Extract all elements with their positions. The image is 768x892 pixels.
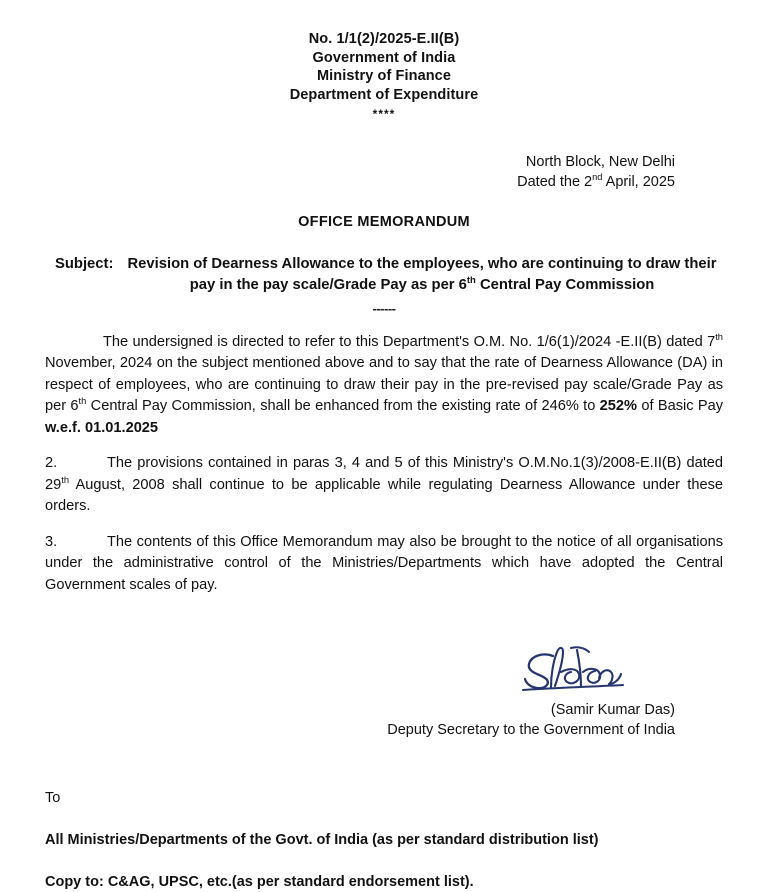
subject-line-2b: Central Pay Commission — [475, 276, 655, 293]
subject-line-1: Revision of Dearness Allowance to the employees, who are continuing to draw — [127, 255, 681, 272]
subject-text — [55, 254, 721, 296]
subject-label: Subject: — [55, 255, 114, 272]
department-name: Department of Expenditure — [289, 86, 479, 103]
paragraph-2-part-a: The provisions contained in paras 3, 4 and 5 of this Ministry's O.M.No.1(3)/2008-E.II(B) dated 29 — [45, 455, 723, 493]
ministry-name: Ministry of Finance — [316, 68, 452, 84]
paragraph-2-number: 2. — [45, 455, 58, 471]
paragraph-1-part-d: of Basic Pay — [637, 398, 724, 414]
signatory-block — [45, 700, 723, 740]
subject-line-2a: their pay in the pay scale/Grade Pay as per 6 — [189, 255, 717, 293]
place-and-date — [45, 152, 723, 192]
signature-area — [45, 642, 723, 698]
paragraph-2-part-b: August, 2008 shall continue to be applicable while regulating Dearness Allowance under these orders. — [45, 476, 723, 514]
date-line — [45, 172, 675, 192]
place-line: North Block, New Delhi — [525, 153, 675, 170]
paragraph-1-part-b: November, 2024 on the subject mentioned above and to say that the rate of Dearness Allowance (DA) in respect of employees, who are continuing to draw their pay in the pre-revised pay scale/Grade Pay as per 6 — [45, 355, 723, 414]
paragraph-1-ordinal-2: th — [78, 396, 87, 407]
date-suffix: April, 2025 — [602, 173, 675, 190]
ornament-asterisks: **** — [372, 107, 396, 121]
paragraph-3-text: The contents of this Office Memorandum may also be brought to the notice of all organisations under the administrative control of the Ministries/Departments which have adopted the Central Government scales of pay. — [45, 533, 723, 593]
date-prefix: Dated the 2 — [517, 173, 593, 190]
distribution-block — [45, 788, 723, 892]
paragraph-2 — [45, 453, 723, 518]
letterhead — [45, 30, 723, 124]
handwritten-signature-icon — [507, 642, 637, 698]
government-name: Government of India — [312, 49, 456, 66]
paragraph-1 — [45, 332, 723, 440]
distribution-line-1: All Ministries/Departments of the Govt. of India (as per standard distribution list) — [45, 832, 599, 848]
paragraph-1-part-c: Central Pay Commission, shall be enhanced from the existing rate of 246% to — [86, 398, 600, 414]
to-label: To — [45, 790, 61, 806]
paragraph-2-ordinal: th — [61, 474, 70, 485]
paragraph-1-ordinal-1: th — [715, 331, 723, 342]
effective-date: w.e.f. 01.01.2025 — [45, 419, 159, 436]
paragraph-3 — [45, 532, 723, 597]
signatory-name: (Samir Kumar Das) — [550, 702, 675, 718]
paragraph-1-part-a: The undersigned is directed to refer to this Department's O.M. No. 1/6(1)/2024 -E.II(B) dated 7 — [103, 333, 716, 350]
distribution-line-2: Copy to: C&AG, UPSC, etc.(as per standard endorsement list). — [45, 874, 474, 890]
file-number: No. 1/1(2)/2025-E.II(B) — [308, 31, 460, 47]
paragraph-3-number: 3. — [45, 533, 58, 550]
revised-da-rate: 252% — [599, 398, 637, 414]
signatory-designation: Deputy Secretary to the Government of India — [387, 722, 675, 738]
subject-ordinal-suffix: th — [466, 274, 476, 286]
document-title: OFFICE MEMORANDUM — [298, 213, 470, 230]
date-ordinal-suffix: nd — [592, 171, 603, 182]
subject-block — [45, 254, 723, 296]
subject-separator: ------ — [372, 300, 396, 316]
